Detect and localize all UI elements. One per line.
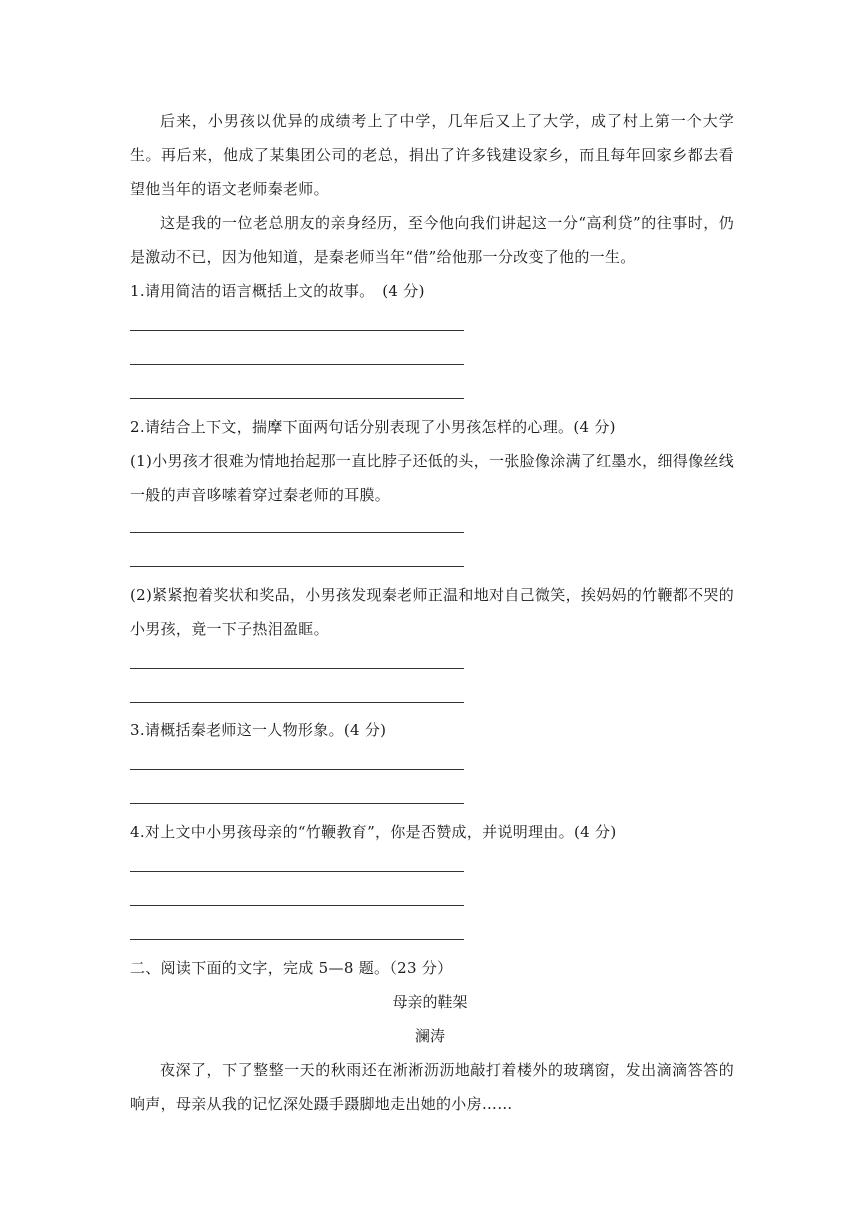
article-author: 澜涛 bbox=[414, 1027, 445, 1045]
answer-line[interactable] bbox=[130, 668, 464, 669]
answer-line[interactable] bbox=[130, 364, 464, 365]
answer-line[interactable] bbox=[130, 905, 464, 906]
answer-line[interactable] bbox=[130, 871, 464, 872]
answer-line[interactable] bbox=[130, 769, 464, 770]
question-2: 2.请结合上下文，揣摩下面两句话分别表现了小男孩怎样的心理。(4 分) bbox=[130, 418, 616, 436]
answer-line[interactable] bbox=[130, 702, 464, 703]
answer-line[interactable] bbox=[130, 803, 464, 804]
question-4: 4.对上文中小男孩母亲的“竹鞭教育”，你是否赞成，并说明理由。(4 分) bbox=[130, 823, 617, 841]
question-2-part-1: (1)小男孩才很难为情地抬起那一直比脖子还低的头，一张脸像涂满了红墨水，细得像丝线一般的声音哆嗦着穿过秦老师的耳膜。 bbox=[130, 452, 734, 504]
answer-line[interactable] bbox=[130, 330, 464, 331]
story-paragraph: 后来，小男孩以优异的成绩考上了中学，几年后又上了大学，成了村上第一个大学生。再后来，他成了某集团公司的老总，捐出了许多钱建设家乡，而且每年回家乡都去看望他当年的语文老师秦老师。 bbox=[130, 112, 734, 198]
section-heading: 二、阅读下面的文字，完成 5—8 题。（23 分） bbox=[130, 959, 453, 977]
question-3: 3.请概括秦老师这一人物形象。(4 分) bbox=[130, 721, 387, 739]
story-paragraph: 这是我的一位老总朋友的亲身经历，至今他向我们讲起这一分“高利贷”的往事时，仍是激动不已，因为他知道，是秦老师当年“借”给他那一分改变了他的一生。 bbox=[130, 214, 734, 266]
article-title: 母亲的鞋架 bbox=[392, 993, 468, 1011]
answer-line[interactable] bbox=[130, 566, 464, 567]
answer-line[interactable] bbox=[130, 939, 464, 940]
question-1: 1.请用简洁的语言概括上文的故事。 (4 分) bbox=[130, 282, 425, 300]
answer-line[interactable] bbox=[130, 398, 464, 399]
answer-line[interactable] bbox=[130, 532, 464, 533]
question-2-part-2: (2)紧紧抱着奖状和奖品，小男孩发现秦老师正温和地对自己微笑，挨妈妈的竹鞭都不哭的小男孩，竟一下子热泪盈眶。 bbox=[130, 586, 734, 638]
article-paragraph: 夜深了，下了整整一天的秋雨还在淅淅沥沥地敲打着楼外的玻璃窗，发出滴滴答答的响声，母亲从我的记忆深处蹑手蹑脚地走出她的小房…… bbox=[130, 1061, 734, 1113]
